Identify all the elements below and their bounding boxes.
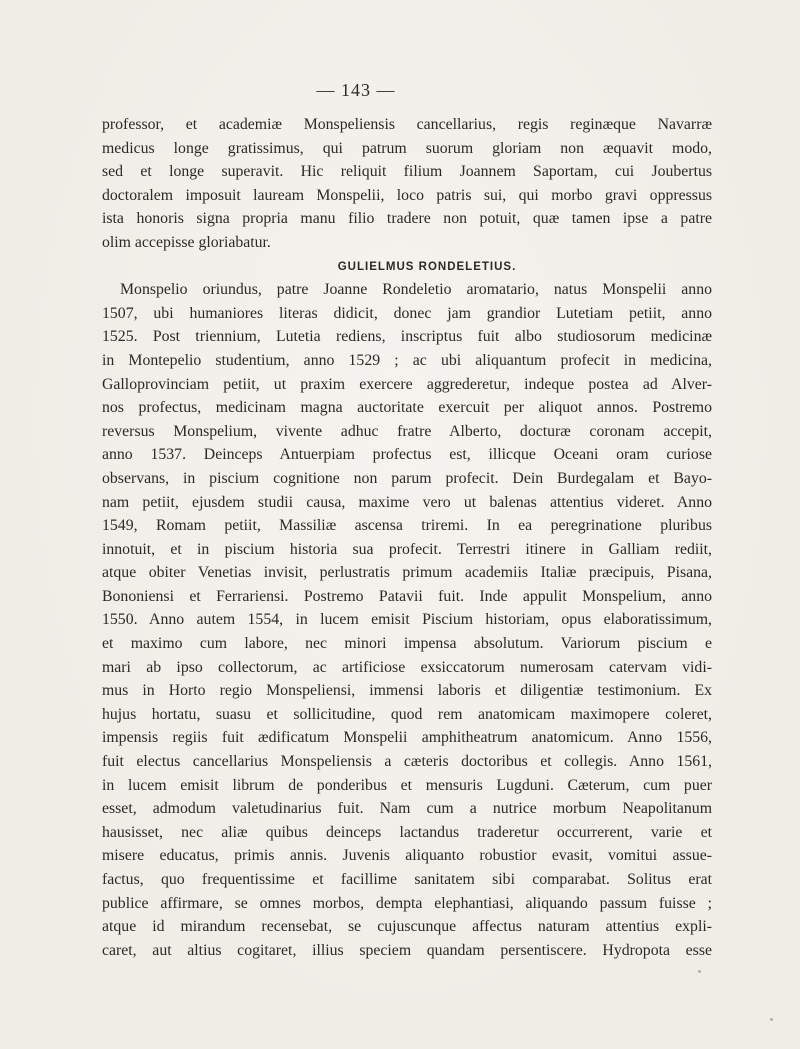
text-line: mari ab ipso collectorum, ac artificiose exsiccatorum numerosam catervam vidi- <box>102 658 712 676</box>
text-line: et maximo cum labore, nec minori impensa absolutum. Variorum piscium e <box>102 635 712 653</box>
paper-speck <box>698 970 701 973</box>
text-line: esset, admodum valetudinarius fuit. Nam cum a nutrice morbum Neapolitanum <box>102 800 712 818</box>
text-line: anno 1537. Deinceps Antuerpiam profectus est, illicque Oceani oram curiose <box>102 446 712 464</box>
section-heading: GULIELMUS RONDELETIUS. <box>337 260 517 273</box>
text-line: in lucem emisit librum de ponderibus et mensuris Lugduni. Cæterum, cum puer <box>102 776 712 794</box>
text-line: caret, aut altius cogitaret, illius speciem quandam persentiscere. Hydropota esse <box>102 941 712 959</box>
body-text <box>102 113 712 962</box>
text-line: in Montepelio studentium, anno 1529 ; ac ubi aliquantum profecit in medicina, <box>102 351 712 369</box>
text-line: hujus hortatu, suasu et sollicitudine, quod rem anatomicam maximopere coleret, <box>102 705 712 723</box>
text-line: nam petiit, ejusdem studii causa, maxime vero ut balenas attentius videret. Anno <box>102 493 712 511</box>
text-line: Galloprovinciam petiit, ut praxim exercere aggrederetur, indeque postea ad Alver- <box>102 375 712 393</box>
text-line: Bononiensi et Ferrariensi. Postremo Patavii fuit. Inde appulit Monspelium, anno <box>102 587 712 605</box>
text-line: atque id mirandum recensebat, se cujuscunque affectus naturam attentius expli- <box>102 918 712 936</box>
text-line: observans, in piscium cognitione non parum profecit. Dein Burdegalam et Bayo- <box>102 469 712 487</box>
text-line: 1525. Post triennium, Lutetia rediens, inscriptus fuit albo studiosorum medicinæ <box>102 328 712 346</box>
text-line: medicus longe gratissimus, qui patrum suorum gloriam non æquavit modo, <box>102 139 712 157</box>
text-line: impensis regiis fuit ædificatum Monspelii amphitheatrum anatomicum. Anno 1556, <box>102 729 712 747</box>
text-line: Monspelio oriundus, patre Joanne Rondeletio aromatario, natus Monspelii anno <box>120 281 712 299</box>
text-line: publice affirmare, se omnes morbos, dempta elephantiasi, aliquando passum fuisse ; <box>102 894 712 912</box>
text-line: nos profectus, medicinam magna auctoritate exercuit per aliquot annos. Postremo <box>102 399 712 417</box>
text-line: fuit electus cancellarius Monspeliensis a cæteris doctoribus et collegis. Anno 1561, <box>102 753 712 771</box>
text-line: doctoralem imposuit lauream Monspelii, loco patris sui, qui morbo gravi oppressus <box>102 186 712 204</box>
text-line: sed et longe superavit. Hic reliquit filium Joannem Saportam, cui Joubertus <box>102 163 712 181</box>
text-line: professor, et academiæ Monspeliensis cancellarius, regis reginæque Navarræ <box>102 116 712 133</box>
text-line: reversus Monspelium, vivente adhuc fratre Alberto, docturæ coronam accepit, <box>102 422 712 440</box>
text-line: misere educatus, primis annis. Juvenis aliquanto robustior evasit, vomitui assue- <box>102 847 712 865</box>
text-line: hausisset, nec aliæ quibus deinceps lactandus traderetur occurrerent, varie et <box>102 823 712 841</box>
text-line: ista honoris signa propria manu filio tradere non potuit, quæ tamen ipse a patre <box>102 210 712 228</box>
paper-speck <box>770 1018 773 1021</box>
text-line: mus in Horto regio Monspeliensi, immensi laboris et diligentiæ testimonium. Ex <box>102 682 712 700</box>
page-number: — 143 — <box>316 80 396 100</box>
text-line: 1507, ubi humaniores literas didicit, donec jam grandior Lutetiam petiit, anno <box>102 304 712 322</box>
text-line: innotuit, et in piscium historia sua profecit. Terrestri itinere in Galliam rediit, <box>102 540 712 558</box>
text-line: 1549, Romam petiit, Massiliæ ascensa triremi. In ea peregrinatione pluribus <box>102 517 712 535</box>
text-line: factus, quo frequentissime et facillime sanitatem sibi comparabat. Solitus erat <box>102 871 712 888</box>
text-line: 1550. Anno autem 1554, in lucem emisit Piscium historiam, opus elaboratissimum, <box>102 611 712 629</box>
text-line: atque obiter Venetias invisit, perlustratis primum academiis Italiæ præcipuis, Pisana, <box>102 564 712 582</box>
text-line: olim accepisse gloriabatur. <box>102 233 271 251</box>
